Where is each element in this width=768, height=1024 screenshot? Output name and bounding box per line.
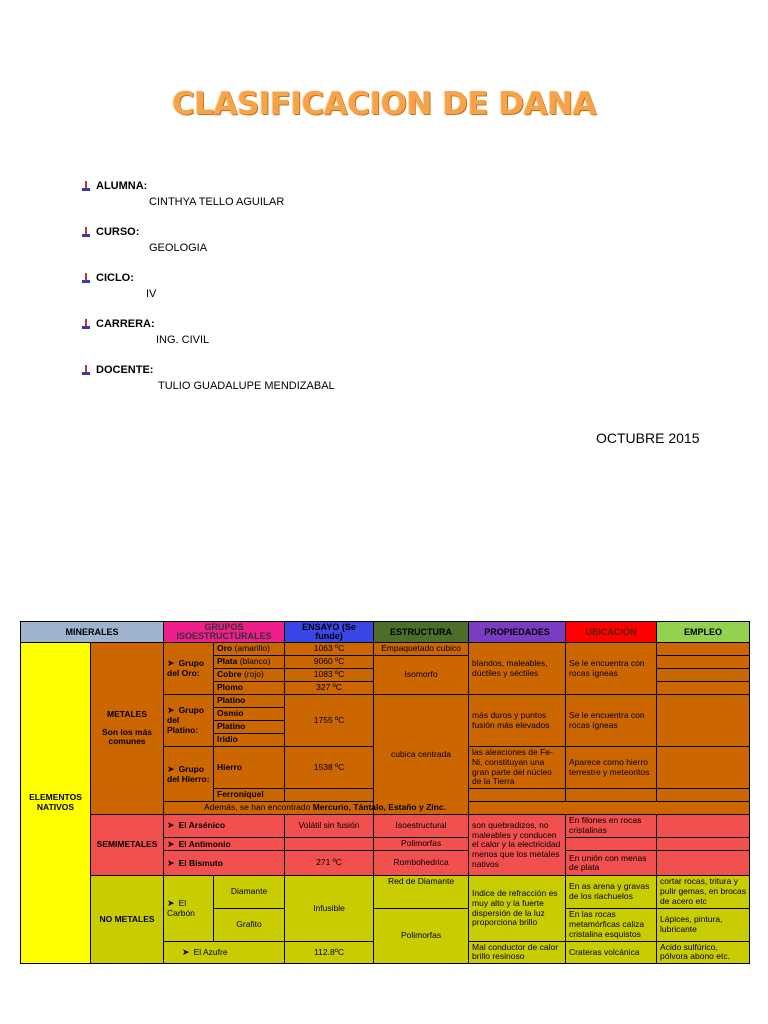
info-carrera [82,318,209,346]
oro-note: (amarillo) [234,643,270,654]
propiedades-diamante: Indice de refracción es muy alto y la fuerte dispersión de la luz proporciona brillo [469,876,566,941]
bullet-icon [82,273,90,283]
metales-sublabel: Son los más comunes [101,726,153,747]
semimetales-cell: SEMIMETALES [91,815,164,876]
plata-note: (blanco) [239,656,271,667]
table-row [21,876,750,908]
info-ciclo [82,272,156,300]
page-title: CLASIFICACION DE DANA [171,86,597,122]
cobre-name: Cobre [217,669,242,680]
arsenico-label: El Arsénico [178,820,226,831]
propiedades-azufre: Mal conductor de calor brillo resinoso [469,941,566,964]
bullet-icon [82,181,90,191]
bullet-icon [82,227,90,237]
mineral-diamante: Diamante [214,876,285,908]
estructura-platino: cubica centrada [374,695,469,815]
header-ensayo: ENSAYO (Se funde) [285,622,374,643]
empleo-grafito: Lápices, pintura, lubricante [657,908,750,941]
info-docente [82,364,335,392]
empleo-empty [657,669,750,682]
ademas-note [164,802,750,815]
mineral-hierro: Hierro [214,747,285,789]
info-value: ING. CIVIL [156,334,210,346]
empleo-empty [657,815,750,838]
propiedades-oro: blandos, maleables, dúctiles y séctiles [469,643,566,695]
ensayo-carbon: Infusible [285,876,374,941]
mineral-carbon: ➤ El Carbón [164,876,214,941]
empleo-empty [657,789,750,802]
grupo-oro-cell: ➤ Grupo del Oro: [164,643,214,695]
ensayo-arsenico: Volátil sin fusión [285,815,374,838]
empleo-empty [657,656,750,669]
propiedades-semimetales: son quebradizos, no maleables y conducen el calor y la electricidad menos que los metales nativos [469,815,566,876]
info-label: ALUMNA: [96,180,148,192]
ubicacion-empty [566,837,657,851]
info-value: CINTHYA TELLO AGUILAR [149,196,285,208]
mineral-azufre: ➤ El Azufre [164,941,285,964]
info-value: TULIO GUADALUPE MENDIZABAL [158,380,335,392]
mineral-platino-2: Platino [214,721,285,734]
header-empleo: EMPLEO [657,622,750,643]
info-value: IV [146,288,157,300]
empleo-empty [657,747,750,789]
header-propiedades: PROPIEDADES [469,622,566,643]
ubicacion-semimetales-2: En unión con menas de plata [566,851,657,876]
grupo-hierro-label: Grupo del Hierro: [167,763,210,784]
classification-table [20,621,750,964]
table-header-row [21,622,750,643]
ademas-bold: Mercurio, Tántalo, Estaño y Zinc. [312,802,446,813]
metales-label: METALES [107,708,147,719]
ensayo-hierro: 1538 ºC [285,747,374,789]
mineral-grafito: Grafito [214,908,285,941]
elementos-nativos-cell: ELEMENTOS NATIVOS [21,643,91,964]
ubicacion-oro: Se le encuentra con rocas ígneas [566,643,657,695]
carbon-label: El Carbón [167,898,195,918]
ensayo-platino: 1755 ºC [285,695,374,747]
header-estructura: ESTRUCTURA [374,622,469,643]
mineral-plomo: Plomo [214,682,285,695]
ensayo-oro: 1063 ºC [285,643,374,656]
header-ubicacion: UBICACIÓN [566,622,657,643]
grupo-hierro-cell: ➤ Grupo del Hierro: [164,747,214,802]
antimonio-label: El Antimonio [178,838,231,849]
ubicacion-hierro: Aparece como hierro terrestre y meteoritos [566,747,657,789]
empleo-diamante: cortar rocas, tritura y pulir gemas, en brocas de acero etc [657,876,750,908]
oro-name: Oro [217,643,233,654]
info-label: CARRERA: [96,318,155,330]
ensayo-bismuto: 271 ºC [285,851,374,876]
mineral-platino: Platino [214,695,285,708]
azufre-label: El Azufre [193,947,228,958]
ubicacion-platino: Se le encuentra con rocas ígneas [566,695,657,747]
empleo-azufre: Acido sulfúrico, pólvora abono etc. [657,941,750,964]
grupo-platino-cell: ➤ Grupo del Platino: [164,695,214,747]
empleo-empty [657,837,750,851]
info-value: GEOLOGIA [149,242,208,254]
grupo-platino-label: Grupo del Platino: [167,705,205,735]
estructura-polimorfas: Polimorfas [374,908,469,964]
metales-cell [91,643,164,815]
date: OCTUBRE 2015 [596,430,700,446]
info-label: CURSO: [96,226,140,238]
mineral-iridio: Iridio [214,734,285,747]
mineral-ferroniquel: Ferroníquel [214,789,285,802]
propiedades-platino: más duros y puntos fusión más elevados [469,695,566,747]
ubicacion-grafito: En las rocas metamórficas caliza cristalina esquistos [566,908,657,941]
header-grupos: GRUPOS ISOESTRUCTURALES [164,622,285,643]
ensayo-empty [285,789,374,802]
ensayo-cobre: 1083 ºC [285,669,374,682]
mineral-arsenico: ➤ El Arsénico [164,815,285,838]
empleo-empty [657,695,750,747]
mineral-antimonio: ➤ El Antimonio [164,837,285,851]
bullet-icon [82,319,90,329]
empleo-empty [657,851,750,876]
empleo-empty [657,643,750,656]
estructura-arsenico: Isoestructural [374,815,469,838]
ensayo-empty [285,837,374,851]
estructura-diamante: Red de Diamante [374,876,469,908]
mineral-osmio: Osmio [214,708,285,721]
no-metales-cell: NO METALES [91,876,164,964]
estructura-oro-1: Empaquetado cubico [374,643,469,656]
table-row [21,815,750,838]
ensayo-plomo: 327 ºC [285,682,374,695]
ubicacion-azufre: Crateras volcánica [566,941,657,964]
mineral-plata [214,656,285,669]
ubicacion-diamante: En as arena y gravas de los riachuelos [566,876,657,908]
estructura-oro-2: Isomorfo [374,656,469,695]
propiedades-hierro: las aleaciones de Fe-Ni, constituyan una gran parte del núcleo de la Tierra [469,747,566,789]
table-row [21,643,750,656]
bullet-icon [82,365,90,375]
mineral-cobre [214,669,285,682]
ademas-text: Además, se han encontrado [204,802,311,813]
propiedades-empty [469,789,566,802]
info-alumna [82,180,284,208]
estructura-bismuto: Rombohedrica [374,851,469,876]
ubicacion-semimetales-1: En filones en rocas cristalinas [566,815,657,838]
ubicacion-empty [566,789,657,802]
info-label: CICLO: [96,272,134,284]
mineral-bismuto: ➤ El Bismuto [164,851,285,876]
estructura-antimonio: Polimorfas [374,837,469,851]
ensayo-azufre: 112.8ºC [285,941,374,964]
cobre-note: (rojo) [243,669,264,680]
header-minerales: MINERALES [21,622,164,643]
bismuto-label: El Bismuto [178,857,223,868]
info-curso [82,226,207,254]
empleo-empty [657,682,750,695]
mineral-oro [214,643,285,656]
grupo-oro-label: Grupo del Oro: [167,658,205,678]
info-label: DOCENTE: [96,364,154,376]
ensayo-plata: 9060 ºC [285,656,374,669]
plata-name: Plata [217,656,238,667]
